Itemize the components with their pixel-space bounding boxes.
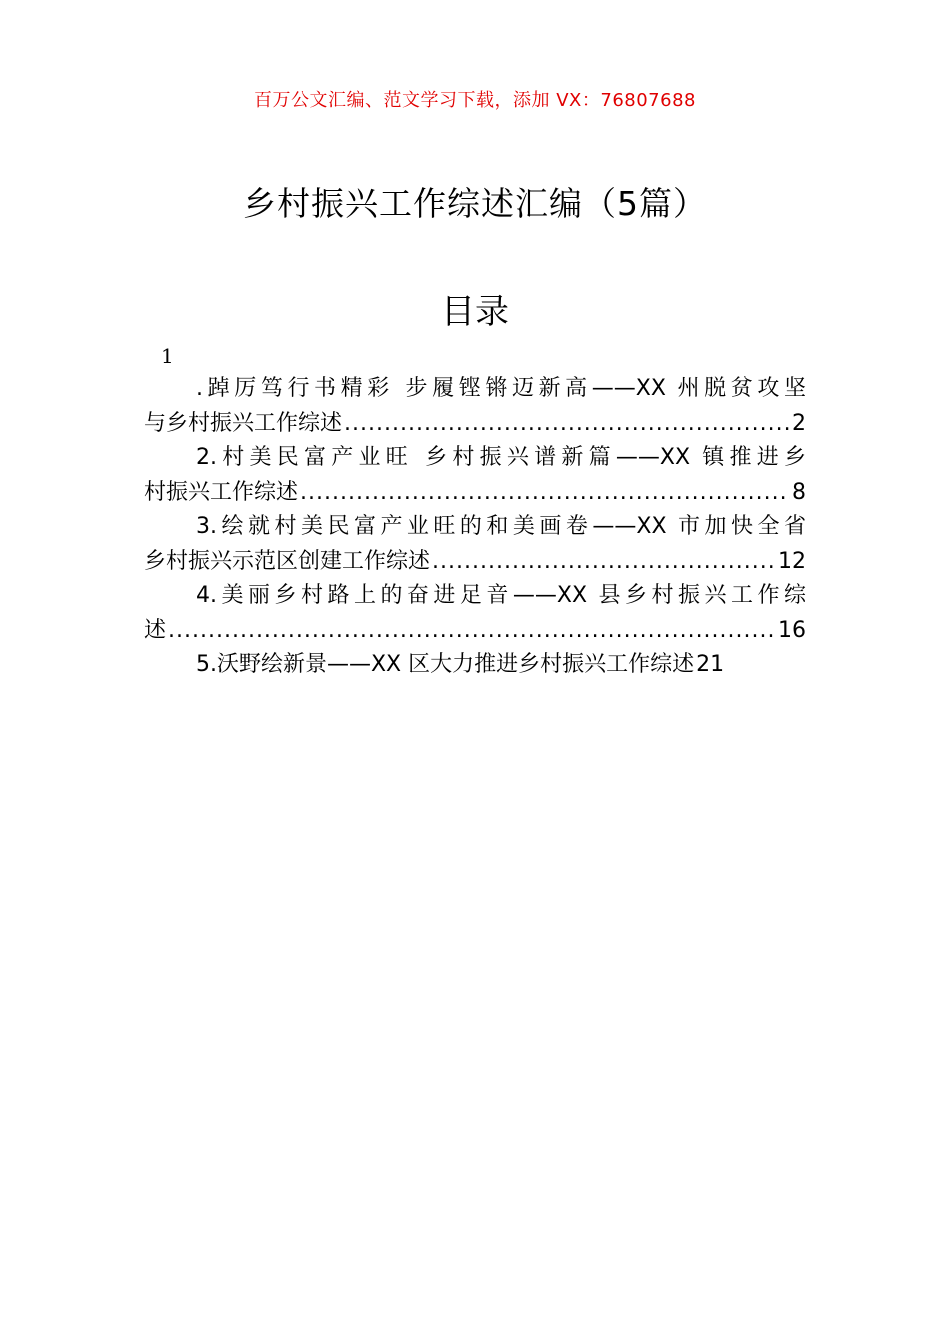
toc-entry-5[interactable] [144,648,806,683]
header-note: 百万公文汇编、范文学习下载，添加 VX：76807688 [254,90,696,111]
toc-entry-title-cont: 与乡村振兴工作综述 [144,410,343,436]
toc-entry-title: 4.美丽乡村路上的奋进足音——XX 县乡村振兴工作综 [196,583,806,608]
toc-entry-title-cont: 乡村振兴示范区创建工作综述 [144,548,431,574]
toc-entry-title: 2.村美民富产业旺 乡村振兴谱新篇——XX 镇推进乡 [196,445,806,470]
toc-entry-4[interactable] [144,579,806,648]
toc-entry-continuation [144,407,806,442]
toc-entry-title-cont: 述 [144,617,167,643]
toc-page-number: 16 [778,617,806,643]
dot-leader [344,407,790,442]
toc-entry-title: 5.沃野绘新景——XX 区大力推进乡村振兴工作综述 [196,652,695,677]
toc-entry-title: .踔厉笃行书精彩 步履铿锵迈新高——XX 州脱贫攻坚 [196,376,806,401]
toc-entry-title-cont: 村振兴工作综述 [144,479,299,505]
toc-page-number: 8 [792,479,806,505]
table-of-contents [144,340,806,683]
dot-leader [432,545,776,580]
toc-entry-2[interactable] [144,441,806,510]
toc-page-number: 21 [696,652,725,677]
toc-heading: 目录 [441,292,509,332]
toc-entry-title: 3.绘就村美民富产业旺的和美画卷——XX 市加快全省 [196,514,806,539]
toc-entry-continuation [144,545,806,580]
toc-page-number: 12 [778,548,806,574]
dot-leader [300,476,790,511]
document-title: 乡村振兴工作综述汇编（5篇） [243,184,707,223]
toc-page-number: 2 [792,410,806,436]
toc-number-line: 1 [161,344,174,368]
dot-leader [168,614,776,649]
toc-entry-single-line [144,648,806,683]
toc-entry-3[interactable] [144,510,806,579]
toc-entry-continuation [144,476,806,511]
toc-entry-continuation [144,614,806,649]
toc-entry-1[interactable] [144,372,806,441]
